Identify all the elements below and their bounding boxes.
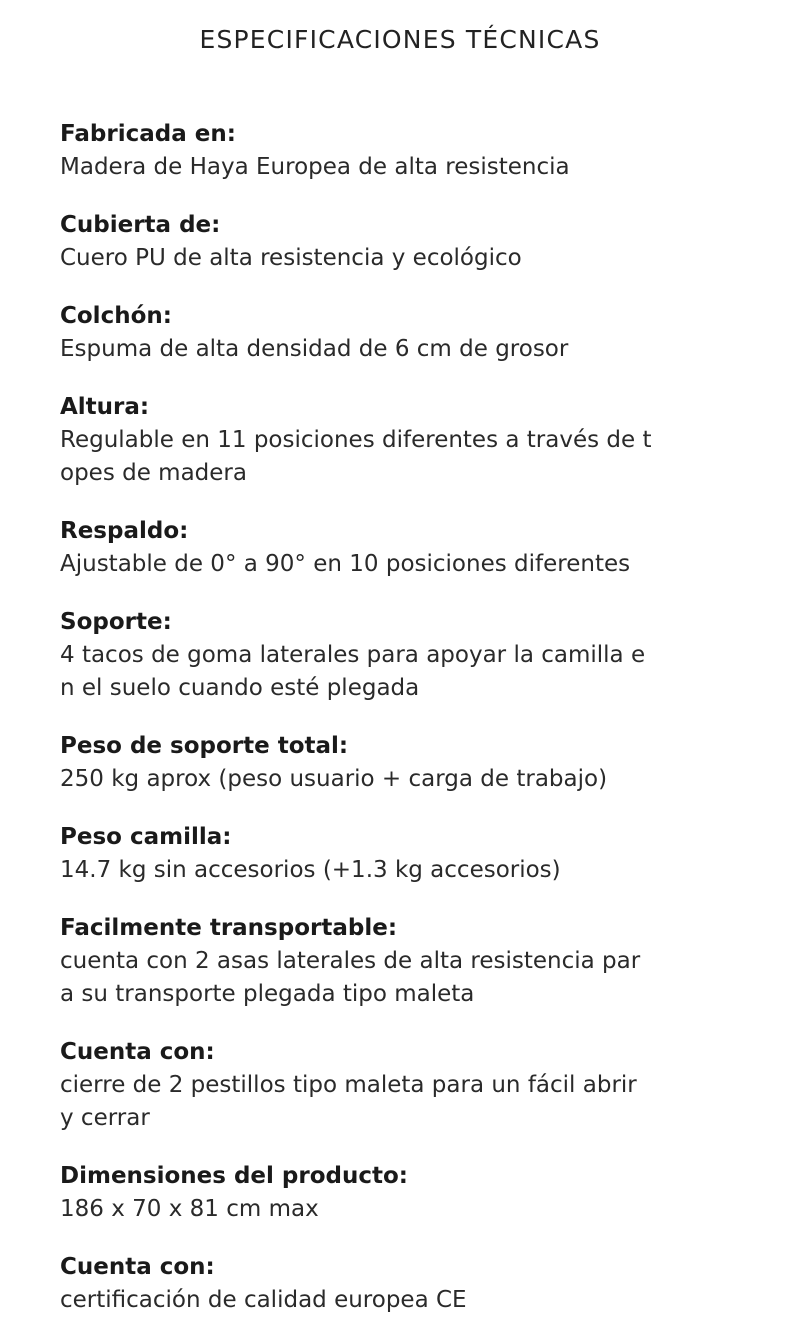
spec-value: Cuero PU de alta resistencia y ecológico — [60, 245, 522, 271]
spec-value: 4 tacos de goma laterales para apoyar la camilla e n el suelo cuando esté plegada — [60, 642, 646, 701]
spec-item-dimensiones — [60, 1160, 760, 1226]
spec-label: Cuenta con: — [60, 1039, 215, 1065]
spec-label: Facilmente transportable: — [60, 915, 398, 941]
spec-label: Altura: — [60, 394, 150, 420]
spec-label: Cuenta con: — [60, 1254, 215, 1280]
spec-label: Respaldo: — [60, 518, 189, 544]
spec-item-certificacion — [60, 1251, 760, 1317]
spec-item-altura — [60, 391, 760, 490]
spec-value: certificación de calidad europea CE — [60, 1287, 467, 1313]
spec-value: 186 x 70 x 81 cm max — [60, 1196, 319, 1222]
spec-value: Madera de Haya Europea de alta resistencia — [60, 154, 570, 180]
spec-label: Peso camilla: — [60, 824, 232, 850]
spec-label: Cubierta de: — [60, 212, 221, 238]
spec-item-transportable — [60, 912, 760, 1011]
spec-value: 14.7 kg sin accesorios (+1.3 kg accesorios) — [60, 857, 561, 883]
spec-list — [60, 118, 760, 1317]
spec-value: cuenta con 2 asas laterales de alta resistencia par a su transporte plegada tipo maleta — [60, 948, 641, 1007]
spec-item-respaldo — [60, 515, 760, 581]
spec-item-cierre — [60, 1036, 760, 1135]
spec-value: Ajustable de 0° a 90° en 10 posiciones diferentes — [60, 551, 631, 577]
spec-label: Dimensiones del producto: — [60, 1163, 408, 1189]
spec-value: Regulable en 11 posiciones diferentes a través de t opes de madera — [60, 427, 652, 486]
spec-value: Espuma de alta densidad de 6 cm de grosor — [60, 336, 569, 362]
spec-item-cubierta — [60, 209, 760, 275]
spec-label: Soporte: — [60, 609, 172, 635]
spec-label: Peso de soporte total: — [60, 733, 349, 759]
page-title: ESPECIFICACIONES TÉCNICAS — [199, 25, 601, 54]
spec-label: Fabricada en: — [60, 121, 236, 147]
spec-item-peso-soporte — [60, 730, 760, 796]
spec-label: Colchón: — [60, 303, 172, 329]
spec-item-peso-camilla — [60, 821, 760, 887]
spec-item-colchon — [60, 300, 760, 366]
spec-item-soporte — [60, 606, 760, 705]
spec-value: cierre de 2 pestillos tipo maleta para un fácil abrir y cerrar — [60, 1072, 637, 1131]
spec-item-fabricada — [60, 118, 760, 184]
spec-value: 250 kg aprox (peso usuario + carga de trabajo) — [60, 766, 608, 792]
